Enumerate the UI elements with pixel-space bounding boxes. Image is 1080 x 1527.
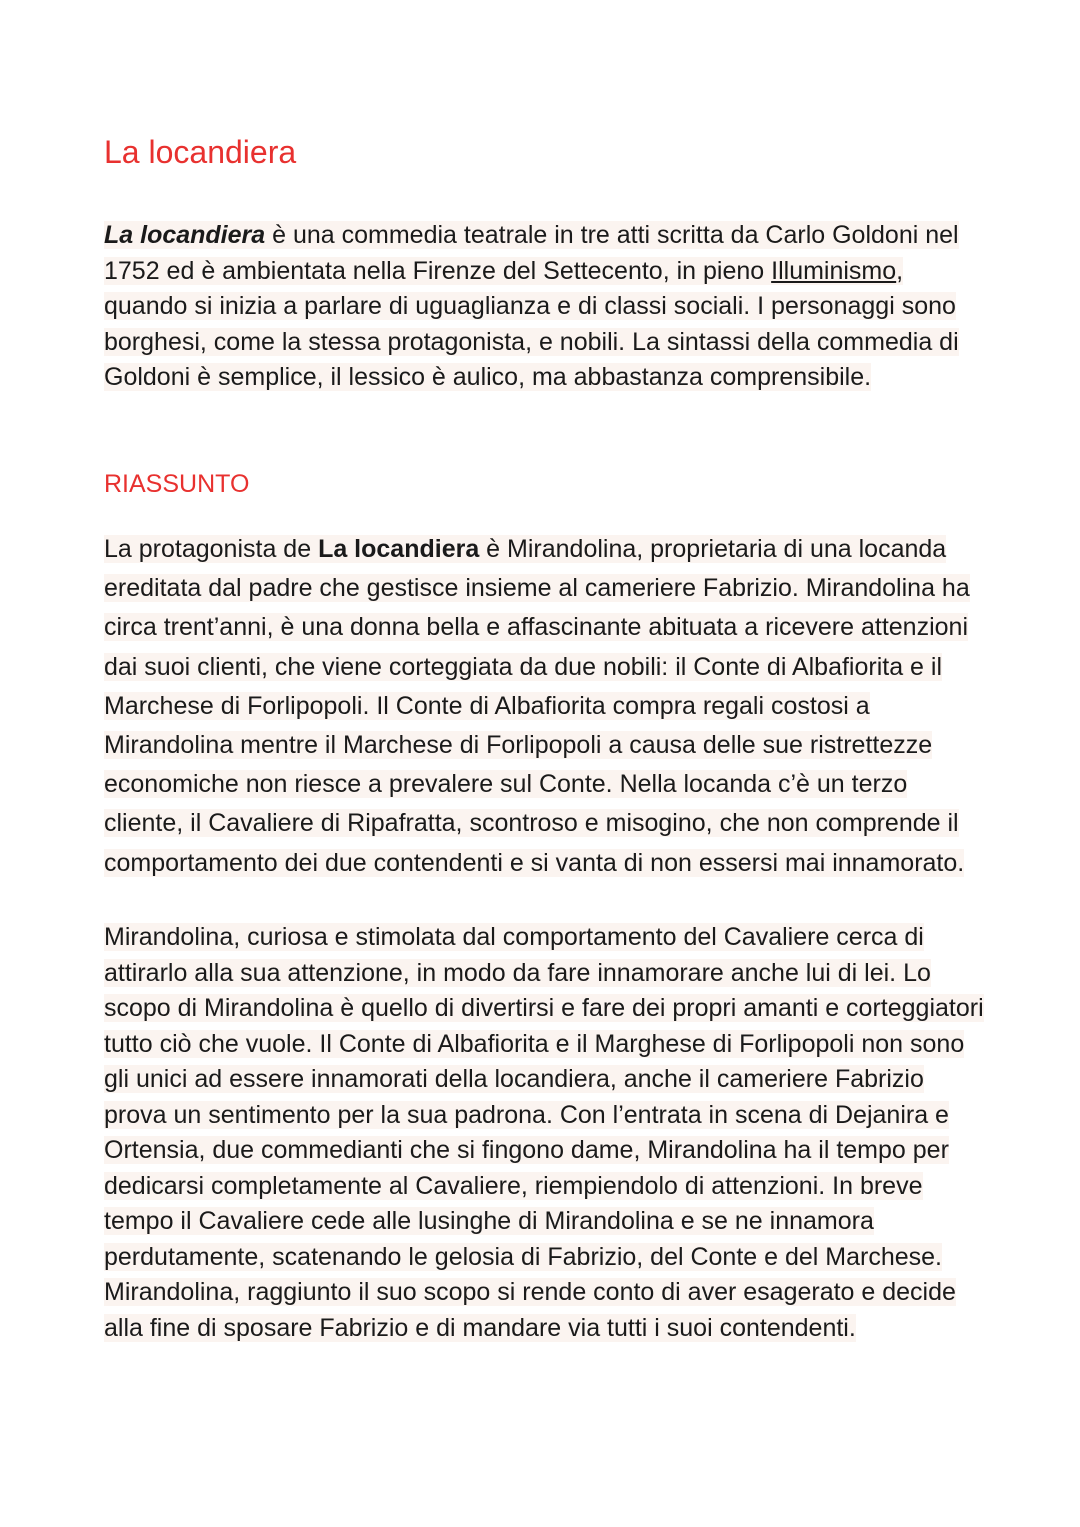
intro-text-1: è una commedia teatrale in tre atti scritta da Carlo Goldoni nel 1752 ed è ambientata nella Firenze del Settecento, in pieno xyxy=(104,221,959,285)
summary-1-text-2: è Mirandolina, proprietaria di una locanda ereditata dal padre che gestisce insieme al cameriere Fabrizio. Mirandolina ha circa trent’anni, è una donna bella e affascinante abituata a ricevere attenzioni dai suoi clienti, che viene corteggiata da due nobili: il Conte di Albafiorita e il Marchese di Forlipopoli. Il Conte di Albafiorita compra regali costosi a Mirandolina mentre il Marchese di Forlipopoli a causa delle sue ristrettezze economiche non riesce a prevalere sul Conte. Nella locanda c’è un terzo cliente, il Cavaliere di Ripafratta, scontroso e misogino, che non comprende il comportamento dei due contendenti e si vanta di non essersi mai innamorato. xyxy=(104,535,970,877)
summary-paragraph-1 xyxy=(104,530,984,883)
intro-title-ref: La locandiera xyxy=(104,221,266,249)
summary-1-text-1: La protagonista de xyxy=(104,535,319,563)
section-heading-riassunto: RIASSUNTO xyxy=(104,470,250,498)
summary-2-text: Mirandolina, curiosa e stimolata dal comportamento del Cavaliere cerca di attirarlo alla sua attenzione, in modo da fare innamorare anche lui di lei. Lo scopo di Mirandolina è quello di divertirsi e fare dei propri amanti e corteggiatori tutto ciò che vuole. Il Conte di Albafiorita e il Marghese di Forlipopoli non sono gli unici ad essere innamorati della locandiera, anche il cameriere Fabrizio prova un sentimento per la sua padrona. Con l’entrata in scena di Dejanira e Ortensia, due commedianti che si fingono dame, Mirandolina ha il tempo per dedicarsi completamente al Cavaliere, riempiendolo di attenzioni. In breve tempo il Cavaliere cede alle lusinghe di Mirandolina e se ne innamora perdutamente, scatenando le gelosia di Fabrizio, del Conte e del Marchese. Mirandolina, raggiunto il suo scopo si rende conto di aver esagerato e decide alla fine di sposare Fabrizio e di mandare via tutti i suoi contendenti. xyxy=(104,923,984,1342)
summary-paragraph-2 xyxy=(104,920,984,1346)
document-title: La locandiera xyxy=(104,134,297,170)
illuminismo-link[interactable]: Illuminismo xyxy=(771,256,897,285)
summary-1-bold-ref: La locandiera xyxy=(318,535,480,563)
intro-text-2: , quando si inizia a parlare di uguaglianza e di classi sociali. I personaggi sono borghesi, come la stessa protagonista, e nobili. La sintassi della commedia di Goldoni è semplice, il lessico è aulico, ma abbastanza comprensibile. xyxy=(104,256,959,391)
intro-paragraph xyxy=(104,218,984,396)
